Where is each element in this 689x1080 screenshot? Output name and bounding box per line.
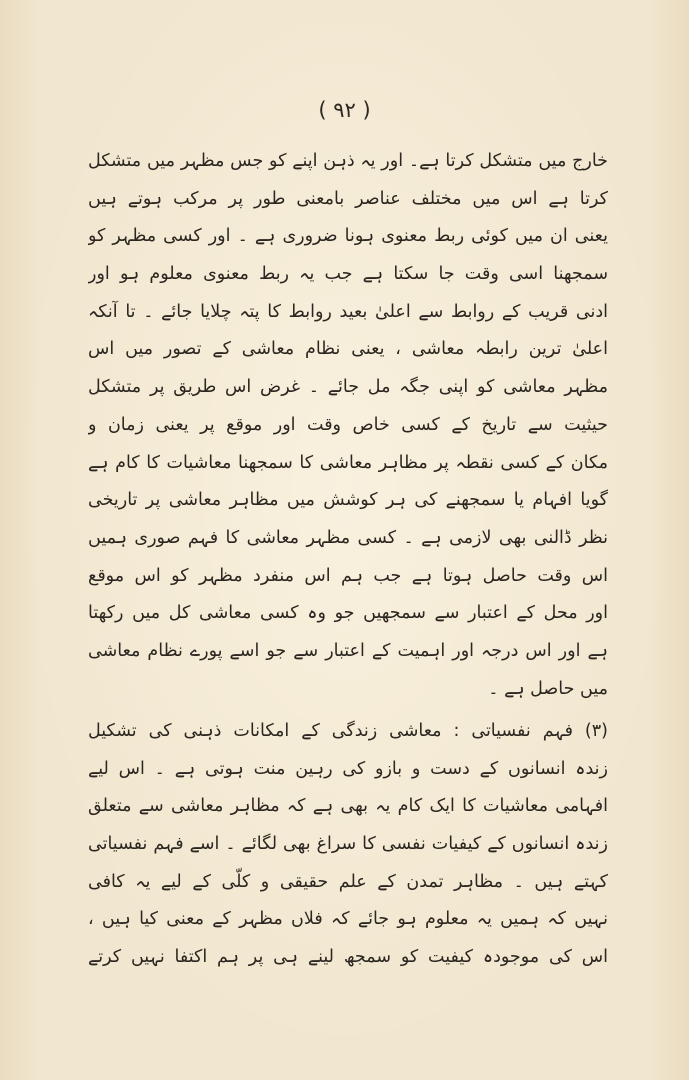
page-number: ( ۹۲ )	[318, 98, 371, 122]
text-line: اعلیٰ ترین رابطہ معاشی ، یعنی نظام معاشی کے تصور میں اس	[88, 339, 608, 360]
text-line: گویا افہام یا سمجھنے کی ہر کوشش میں مظاہر معاشی پر تاریخی	[88, 490, 608, 511]
paragraph-2	[88, 713, 608, 977]
text-line: حیثیت سے تاریخ کے کسی خاص وقت اور موقع پر یعنی زمان و	[88, 414, 608, 435]
text-line: خارج میں متشکل کرتا ہے۔ اور یہ ذہن اپنے کو جس مظہر میں متشکل	[88, 151, 608, 171]
text-line: نظر ڈالنی بھی لازمی ہے ۔ کسی مظہر معاشی کا فہم صوری ہمیں	[88, 527, 608, 548]
text-line: زندہ انسانوں کے دست و بازو کی رہین منت ہوتی ہے ۔ اس لیے	[88, 758, 608, 779]
text-line: ہے اور اس درجہ اور اہمیت کے اعتبار سے جو اسے پورے نظام معاشی	[88, 640, 608, 661]
text-line: یعنی ان میں کوئی ربط معنوی ہونا ضروری ہے ۔ اور کسی مظہر کو	[88, 226, 608, 247]
paragraph-1	[88, 143, 608, 708]
text-line: مکان کے کسی نقطہ پر مظاہر معاشی کا سمجھنا معاشیات کا کام ہے	[88, 452, 608, 473]
text-line: اس کی موجودہ کیفیت کو سمجھ لینے ہی پر ہم اکتفا نہیں کرتے	[88, 947, 608, 968]
text-line: کرتا ہے اس میں مختلف عناصر بامعنی طور پر مرکب ہوتے ہیں	[88, 188, 608, 209]
text-line: مظہر معاشی کو اپنی جگہ مل جائے ۔ غرض اس طریق پر متشکل	[88, 377, 608, 398]
text-line: نہیں کہ ہمیں یہ معلوم ہو جائے کہ فلاں مظہر کے معنی کیا ہیں ،	[88, 909, 608, 930]
text-line: افہامی معاشیات کا ایک کام یہ بھی ہے کہ مظاہر معاشی سے متعلق	[88, 796, 608, 817]
text-line: (۳) فہم نفسیاتی : معاشی زندگی کے امکانات ذہنی کی تشکیل	[88, 721, 608, 741]
text-line: ادنی قریب کے روابط سے اعلیٰ بعید روابط کا پتہ چلایا جائے ۔ تا آنکہ	[88, 301, 608, 322]
text-line: اس وقت حاصل ہوتا ہے جب ہم اس منفرد مظہر کو اس موقع	[88, 565, 608, 586]
text-line: زندہ انسانوں کے کیفیات نفسی کا سراغ بھی لگائے ۔ اسے فہم نفسیاتی	[88, 834, 608, 855]
text-line: کہتے ہیں ۔ مظاہر تمدن کے علم حقیقی و کلّی کے لیے یہ کافی	[88, 871, 608, 892]
text-line: اور محل کے اعتبار سے سمجھیں جو وہ کسی معاشی کل میں رکھتا	[88, 603, 608, 624]
text-line: سمجھنا اسی وقت جا سکتا ہے جب یہ ربط معنوی معلوم ہو اور	[88, 264, 608, 285]
text-line: میں حاصل ہے ۔	[488, 678, 608, 699]
